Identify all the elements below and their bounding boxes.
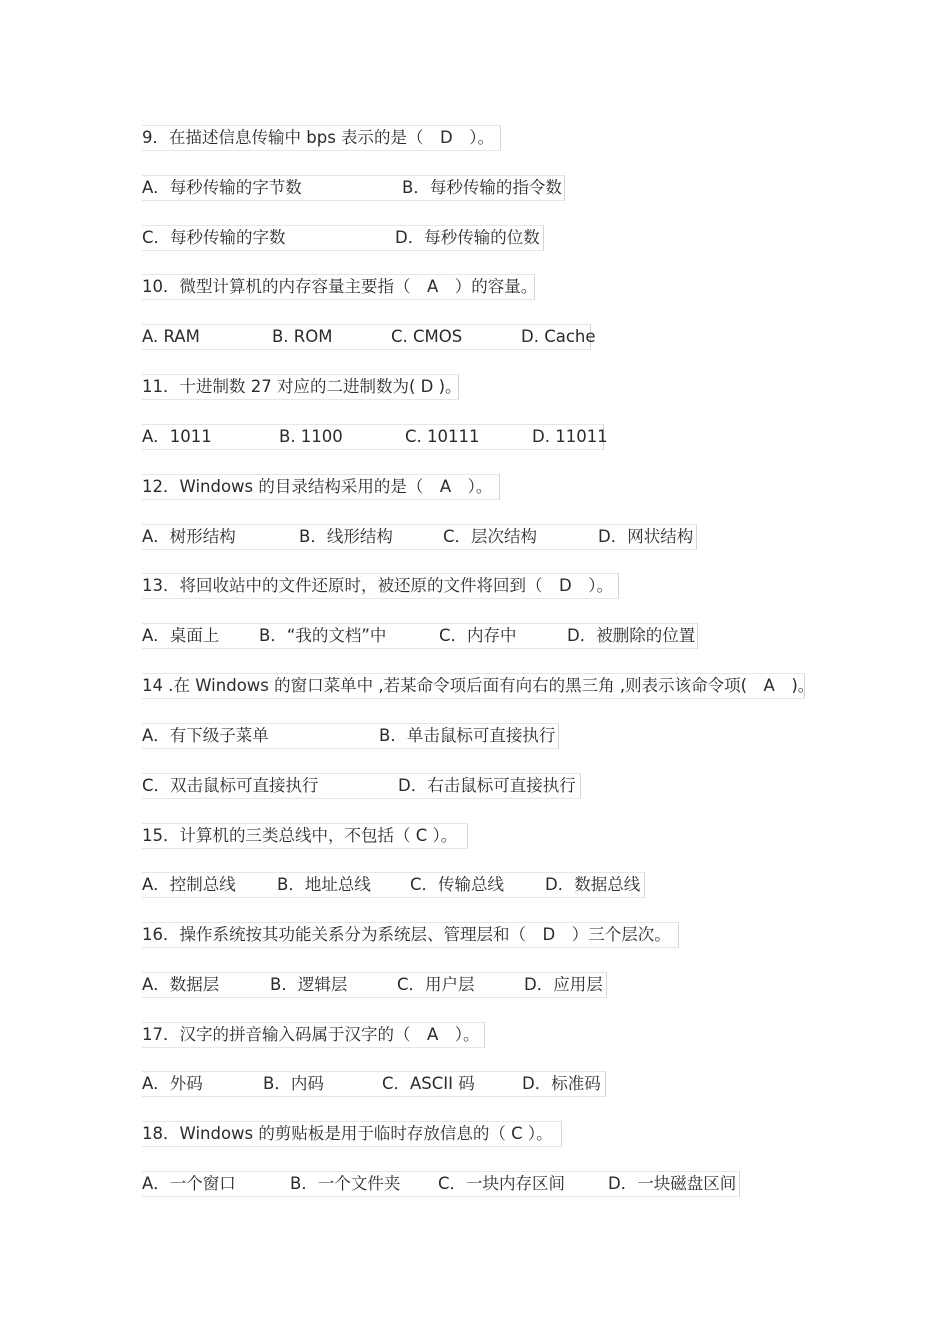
question-11 bbox=[142, 374, 462, 400]
option-a: A．树形结构 bbox=[142, 527, 236, 546]
options-row bbox=[142, 1171, 740, 1197]
option-d: D. 11011 bbox=[532, 427, 608, 446]
option-a: A. RAM bbox=[142, 327, 200, 346]
option-b: B. 1100 bbox=[279, 427, 343, 446]
option-a: A．每秒传输的字节数 bbox=[142, 178, 302, 197]
option-c: C. CMOS bbox=[391, 327, 463, 346]
option-b: B．单击鼠标可直接执行 bbox=[379, 726, 556, 745]
options-row bbox=[142, 773, 581, 799]
option-b: B. ROM bbox=[272, 327, 333, 346]
option-d: D．一块磁盘区间 bbox=[608, 1174, 737, 1193]
question-12 bbox=[142, 474, 500, 500]
option-b: B．“我的文档”中 bbox=[259, 626, 387, 645]
option-a: A．控制总线 bbox=[142, 875, 236, 894]
option-b: B．内码 bbox=[263, 1074, 324, 1093]
option-d: D．右击鼠标可直接执行 bbox=[398, 776, 576, 795]
question-18 bbox=[142, 1121, 562, 1147]
options-row bbox=[142, 324, 596, 350]
options-row bbox=[142, 623, 698, 649]
question-text: 15．计算机的三类总线中，不包括（ C ）。 bbox=[142, 826, 458, 845]
options-row bbox=[142, 175, 565, 201]
question-text: 14 .在 Windows 的窗口菜单中 ,若某命令项后面有向右的黑三角 ,则表示该命令项( A )。 bbox=[142, 676, 815, 695]
option-c: C．双击鼠标可直接执行 bbox=[142, 776, 319, 795]
question-9 bbox=[142, 125, 501, 151]
options-row bbox=[142, 972, 607, 998]
question-text: 9．在描述信息传输中 bps 表示的是（ D ）。 bbox=[142, 128, 494, 147]
question-text: 17．汉字的拼音输入码属于汉字的（ A ）。 bbox=[142, 1025, 480, 1044]
options-row bbox=[142, 872, 645, 898]
question-15 bbox=[142, 823, 468, 849]
options-row bbox=[142, 225, 544, 251]
option-c: C．用户层 bbox=[397, 975, 475, 994]
option-a: A．1011 bbox=[142, 427, 212, 446]
option-a: A．桌面上 bbox=[142, 626, 220, 645]
option-b: B．地址总线 bbox=[277, 875, 371, 894]
question-text: 13．将回收站中的文件还原时，被还原的文件将回到（ D ）。 bbox=[142, 576, 613, 595]
option-d: D．网状结构 bbox=[598, 527, 694, 546]
option-d: D．数据总线 bbox=[545, 875, 641, 894]
question-10 bbox=[142, 274, 538, 300]
option-c: C．传输总线 bbox=[410, 875, 505, 894]
question-text: 12．Windows 的目录结构采用的是（ A ）。 bbox=[142, 477, 493, 496]
option-d: D．标准码 bbox=[522, 1074, 601, 1093]
question-text: 10．微型计算机的内存容量主要指（ A ）的容量。 bbox=[142, 277, 538, 296]
question-14 bbox=[142, 673, 815, 699]
option-a: A．数据层 bbox=[142, 975, 220, 994]
question-16 bbox=[142, 922, 679, 948]
option-b: B．每秒传输的指令数 bbox=[402, 178, 562, 197]
option-a: A．外码 bbox=[142, 1074, 203, 1093]
options-row bbox=[142, 424, 608, 450]
options-row bbox=[142, 524, 697, 550]
question-text: 18．Windows 的剪贴板是用于临时存放信息的（ C ）。 bbox=[142, 1124, 553, 1143]
question-text: 11．十进制数 27 对应的二进制数为( D )。 bbox=[142, 377, 462, 396]
question-17 bbox=[142, 1022, 485, 1048]
question-text: 16．操作系统按其功能关系分为系统层、管理层和（ D ）三个层次。 bbox=[142, 925, 671, 944]
option-b: B．线形结构 bbox=[299, 527, 393, 546]
option-c: C．内存中 bbox=[439, 626, 517, 645]
option-b: B．一个文件夹 bbox=[290, 1174, 401, 1193]
option-d: D．每秒传输的位数 bbox=[395, 228, 540, 247]
option-c: C．ASCII 码 bbox=[382, 1074, 475, 1093]
options-row bbox=[142, 723, 559, 749]
option-a: A．一个窗口 bbox=[142, 1174, 236, 1193]
option-c: C．一块内存区间 bbox=[438, 1174, 566, 1193]
option-d: D. Cache bbox=[521, 327, 596, 346]
option-d: D．被删除的位置 bbox=[567, 626, 696, 645]
options-row bbox=[142, 1071, 606, 1097]
option-a: A．有下级子菜单 bbox=[142, 726, 269, 745]
option-c: C．层次结构 bbox=[443, 527, 538, 546]
option-c: C．每秒传输的字数 bbox=[142, 228, 286, 247]
option-b: B．逻辑层 bbox=[270, 975, 348, 994]
question-13 bbox=[142, 573, 619, 599]
option-d: D．应用层 bbox=[524, 975, 603, 994]
option-c: C. 10111 bbox=[405, 427, 480, 446]
